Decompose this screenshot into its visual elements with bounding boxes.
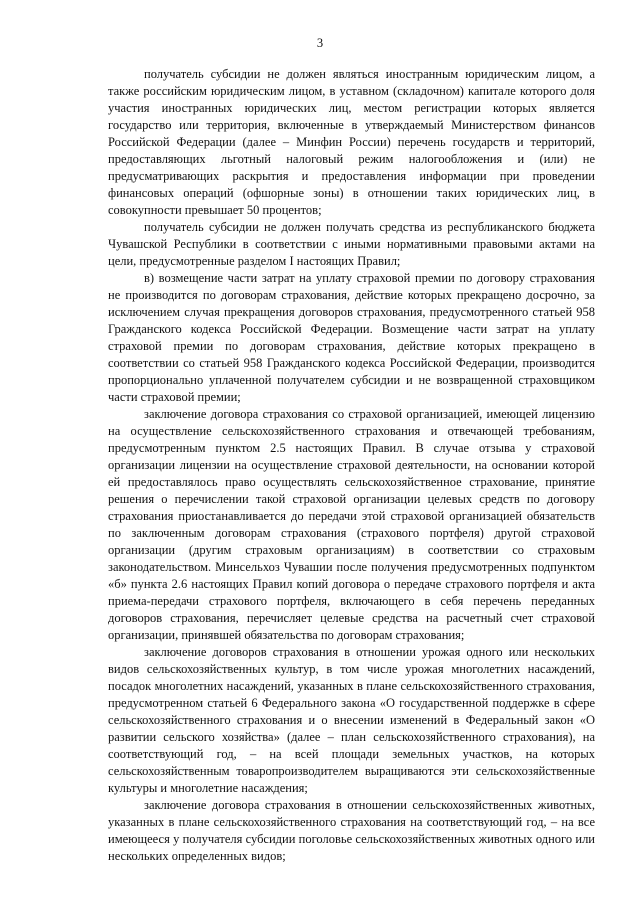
paragraph-insurance-contract-licensed-insurer: заключение договора страхования со страховой организацией, имеющей лицензию на осуществление сельскохозяйственного страхования и отвечающей требованиям, предусмотренным пунктом 2.5 настоящих Правил. В случае отзыва у страховой организации лицензии на осуществление страховой деятельности, на основании которой ей предоставлялось право осуществлять сельскохозяйственное страхование, принятие решения о перечислении такой страховой организации целевых средств по договору страхования приостанавливается до передачи этой страховой организацией обязательств по заключенным договорам страхования (страхового портфеля) другой страховой организации (другим страховым организациям) в соответствии со страховым законодательством. Минсельхоз Чувашии после получения предусмотренных подпунктом «б» пункта 2.6 настоящих Правил копий договора о передаче страхового портфеля и акта приема-передачи страхового портфеля, включающего в себя перечень переданных договоров страхования, перечисляет целевые средства на расчетный счет страховой организации, принявшей обязательства по договорам страхования;	[108, 407, 595, 642]
paragraph-crop-insurance-contracts: заключение договоров страхования в отношении урожая одного или нескольких видов сельскохозяйственных культур, в том числе урожая многолетних насаждений, посадок многолетних насаждений, указанных в плане сельскохозяйственного страхования, предусмотренном статьей 6 Федерального закона «О государственной поддержке в сфере сельскохозяйственного страхования и о внесении изменений в Федеральный закон «О развитии сельского хозяйства» (далее – план сельскохозяйственного страхования), на соответствующий год, – на всей площади земельных участков, на которых сельскохозяйственным товаропроизводителем выращиваются эти сельскохозяйственные культуры и многолетние насаждения;	[108, 645, 595, 795]
document-body	[108, 66, 595, 865]
paragraph-livestock-insurance-contract: заключение договора страхования в отношении сельскохозяйственных животных, указанных в плане сельскохозяйственного страхования на соответствующий год, – на все имеющееся у получателя субсидии поголовье сельскохозяйственных животных одного или нескольких определенных видов;	[108, 798, 595, 863]
paragraph-no-other-budget-funds: получатель субсидии не должен получать средства из республиканского бюджета Чувашской Республики в соответствии с иными нормативными правовыми актами на цели, предусмотренные разделом I настоящих Правил;	[108, 220, 595, 268]
paragraph-foreign-entity-condition: получатель субсидии не должен являться иностранным юридическим лицом, а также российским юридическим лицом, в уставном (складочном) капитале которого доля участия иностранных юридических лиц, местом регистрации которых является государство или территория, включенные в утверждаемый Министерством финансов Российской Федерации (далее – Минфин России) перечень государств и территорий, предоставляющих льготный налоговый режим налогообложения и (или) не предусматривающих раскрытия и предоставления информации при проведении финансовых операций (офшорные зоны) в отношении таких юридических лиц, в совокупности превышает 50 процентов;	[108, 67, 595, 217]
page-number: 3	[316, 36, 324, 50]
paragraph-item-v-premium-reimbursement: в) возмещение части затрат на уплату страховой премии по договору страхования не производится по договорам страхования, действие которых прекращено досрочно, за исключением случая прекращения договоров страхования, предусмотренного статьей 958 Гражданского кодекса Российской Федерации. Возмещение части затрат на уплату страховой премии по договорам страхования, действие которых прекращено в соответствии со статьей 958 Гражданского кодекса Российской Федерации, производится пропорционально уплаченной получателем субсидии и не возвращенной страховщиком части страховой премии;	[108, 271, 595, 404]
